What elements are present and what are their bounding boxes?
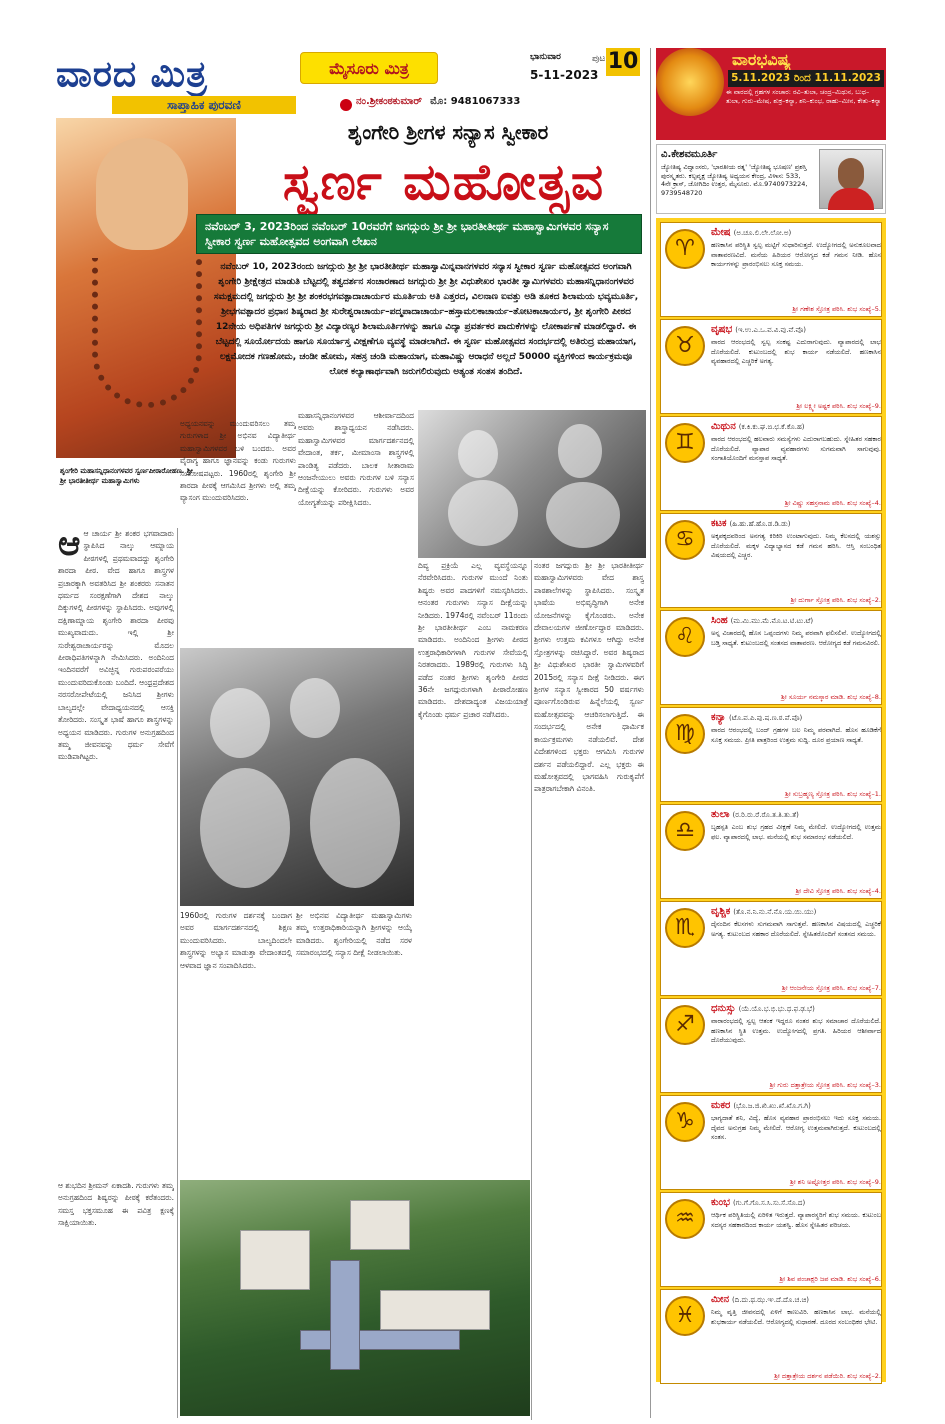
rashi-prediction: ಹಣಕಾಸಿನ ಪರಿಸ್ಥಿತಿ ಸ್ವಲ್ಪ ಮಟ್ಟಿಗೆ ಸುಧಾರಿಸುತ್ತದೆ. ಉದ್ಯೋಗದಲ್ಲಿ ಅನುಕೂಲವಾದ ವಾತಾವರಣವಿದೆ. ಮನೆಯ ಹಿರಿಯರ ಆರೋಗ್ಯದ ಕಡೆ ಗಮನ ನೀಡಿ. ಹೊಸ ಕಾರ್ಯಗಳನ್ನು ಪ್ರಾರಂಭಿಸಲು ಸೂಕ್ತ ಸಮಯ. [711, 241, 881, 269]
column-5-text: ನಂತರ ಜಗದ್ಗುರು ಶ್ರೀ ಶ್ರೀ ಭಾರತೀತೀರ್ಥ ಮಹಾಸ್ವಾಮಿಗಳವರು ವೇದ ಶಾಸ್ತ್ರ ಪಾಠಶಾಲೆಗಳನ್ನು ಸ್ಥಾಪಿಸಿದರು. ಸಂಸ್ಕೃತ ಭಾಷೆಯ ಅಭಿವೃದ್ಧಿಗಾಗಿ ಅನೇಕ ಯೋಜನೆಗಳನ್ನು ಕೈಗೊಂಡರು. ಅನೇಕ ದೇವಾಲಯಗಳ ಜೀರ್ಣೋದ್ಧಾರ ಮಾಡಿದರು. ಶ್ರೀಗಳು ಉತ್ತಮ ಕವಿಗಳೂ ಆಗಿದ್ದು ಅನೇಕ ಸ್ತೋತ್ರಗಳನ್ನು ರಚಿಸಿದ್ದಾರೆ. ಅವರ ಶಿಷ್ಯರಾದ ಶ್ರೀ ವಿಧುಶೇಖರ ಭಾರತೀ ಸ್ವಾಮಿಗಳವರಿಗೆ 2015ರಲ್ಲಿ ಸನ್ಯಾಸ ದೀಕ್ಷೆ ನೀಡಿದರು. ಈಗ ಶ್ರೀಗಳ ಸನ್ಯಾಸ ಸ್ವೀಕಾರದ 50 ವರ್ಷಗಳು ಪೂರ್ಣಗೊಂಡಿರುವ ಹಿನ್ನೆಲೆಯಲ್ಲಿ ಸ್ವರ್ಣ ಮಹೋತ್ಸವವನ್ನು ಆಚರಿಸಲಾಗುತ್ತಿದೆ. ಈ ಸಂದರ್ಭದಲ್ಲಿ ಅನೇಕ ಧಾರ್ಮಿಕ ಕಾರ್ಯಕ್ರಮಗಳು ನಡೆಯಲಿವೆ. ದೇಶ ವಿದೇಶಗಳಿಂದ ಭಕ್ತರು ಆಗಮಿಸಿ ಗುರುಗಳ ದರ್ಶನ ಪಡೆಯಲಿದ್ದಾರೆ. ಎಲ್ಲ ಭಕ್ತರು ಈ ಮಹೋತ್ಸವದಲ್ಲಿ ಭಾಗವಹಿಸಿ ಗುರುಕೃಪೆಗೆ ಪಾತ್ರರಾಗಬೇಕಾಗಿ ವಿನಂತಿ. [534, 561, 644, 794]
author-phone: 9481067333 [450, 96, 521, 107]
rashi-prediction: ವಾರಾರಂಭದಲ್ಲಿ ಸ್ವಲ್ಪ ಆತಂಕ ಇದ್ದರೂ ನಂತರ ಶುಭ ಸಮಾಚಾರ ದೊರೆಯಲಿದೆ. ಹಣಕಾಸಿನ ಸ್ಥಿತಿ ಉತ್ತಮ. ಉದ್ಯೋಗದಲ್ಲಿ ಪ್ರಗತಿ. ಹಿರಿಯರ ಆಶೀರ್ವಾದ ದೊರೆಯುವುದು. [711, 1017, 881, 1045]
rashi-remedy: ಶ್ರೀ ಸೂರ್ಯ ನಮಸ್ಕಾರ ಮಾಡಿ. ಶುಭ ಸಂಖ್ಯೆ–8. [781, 693, 881, 701]
author-bullet-icon [340, 99, 352, 111]
author-name: ನಂ.ಶ್ರೀಕಂಠಕುಮಾರ್ [356, 96, 423, 107]
rashi-remedy: ಶ್ರೀ ವಿಷ್ಣು ಸಹಸ್ರನಾಮ ಪಠಿಸಿ. ಶುಭ ಸಂಖ್ಯೆ–4. [784, 499, 881, 507]
rashi-item [660, 1192, 882, 1287]
drop-cap: ಆ [58, 528, 81, 564]
rashi-prediction: ವಾರದ ಆರಂಭದಲ್ಲಿ ಸ್ವಲ್ಪ ಸಂಕಷ್ಟ ಎದುರಾಗುವುದು. ವ್ಯಾಪಾರದಲ್ಲಿ ಲಾಭ ದೊರೆಯಲಿದೆ. ಕುಟುಂಬದಲ್ಲಿ ಶುಭ ಕಾರ್ಯ ನಡೆಯಲಿದೆ. ಹಣಕಾಸಿನ ವ್ಯವಹಾರದಲ್ಲಿ ಎಚ್ಚರಿಕೆ ಅಗತ್ಯ. [711, 338, 881, 366]
astrologer-photo [819, 149, 883, 209]
rashi-letters: (ಟೊ.ಪ.ಪಿ.ಪು.ಷ.ಣ.ಠ.ಪೆ.ಪೊ) [728, 714, 803, 722]
issue-date: 5-11-2023 [530, 68, 599, 82]
rashi-name: ತುಲಾ (ರ.ರಿ.ರು.ರೆ.ರೊ.ತ.ತಿ.ತು.ತೆ) [711, 809, 799, 820]
rashi-remedy: ಶ್ರೀ ಶಿವ ಪಂಚಾಕ್ಷರಿ ಜಪ ಮಾಡಿ. ಶುಭ ಸಂಖ್ಯೆ–6. [779, 1275, 881, 1283]
article-headline: ಸ್ವರ್ಣ ಮಹೋತ್ಸವ [282, 152, 606, 211]
column-7-text: ಶ್ರೀ ಅಭಿನವ ವಿದ್ಯಾತೀರ್ಥ ಮಹಾಸ್ವಾಮಿಗಳು ತಮ್ಮ ಉತ್ತರಾಧಿಕಾರಿಯನ್ನಾಗಿ ಶ್ರೀಗಳನ್ನು ಆಯ್ಕೆ ಮಾಡಿದರು. ಶೃಂಗೇರಿಯಲ್ಲಿ ನಡೆದ ಸರಳ ಸಮಾರಂಭದಲ್ಲಿ ಸನ್ಯಾಸ ದೀಕ್ಷೆ ನೀಡಲಾಯಿತು. [296, 911, 412, 958]
section-rule [650, 48, 651, 1418]
photo-swamijis-seated [180, 648, 414, 906]
rashi-name: ಕನ್ಯಾ (ಟೊ.ಪ.ಪಿ.ಪು.ಷ.ಣ.ಠ.ಪೆ.ಪೊ) [711, 712, 803, 723]
rashi-name: ಮಕರ (ಭೊ.ಜ.ಜಿ.ಖಿ.ಖು.ಖೆ.ಖೊ.ಗ.ಗಿ) [711, 1100, 811, 1111]
rashi-item [660, 901, 882, 996]
rashi-letters: (ಗು.ಗೆ.ಗೊ.ಸ.ಸಿ.ಸು.ಸೆ.ಸೊ.ದ) [732, 1199, 806, 1207]
masthead-subtitle: ಸಾಪ್ತಾಹಿಕ ಪುರವಣಿ [112, 96, 296, 114]
zodiac-wheel-icon [656, 48, 724, 116]
rashi-remedy: ಶ್ರೀ ದೇವಿ ಸ್ತೋತ್ರ ಪಠಿಸಿ. ಶುಭ ಸಂಖ್ಯೆ–4. [795, 887, 881, 895]
hero-photo-swamiji [56, 118, 236, 458]
rashi-name: ಮೇಷ (ಅ.ಚೂ.ಲಿ.ಲೇ.ಲೋ.ಅ) [711, 227, 792, 238]
rashi-prediction: ನಿಮ್ಮ ವೃತ್ತಿ ಜೀವನದಲ್ಲಿ ಏಳಿಗೆ ಕಾಣುವಿರಿ. ಹಣಕಾಸಿನ ಲಾಭ. ಮನೆಯಲ್ಲಿ ಶುಭಕಾರ್ಯ ನಡೆಯಲಿದೆ. ಆರೋಗ್ಯದಲ್ಲಿ ಸುಧಾರಣೆ. ದೂರದ ಸಂಬಂಧಿಕರ ಭೇಟಿ. [711, 1308, 881, 1326]
horoscope-title: ವಾರಭವಿಷ್ಯ [732, 50, 791, 69]
rashi-item [660, 1095, 882, 1190]
rashi-letters: (ತೊ.ನ.ನಿ.ನು.ನೆ.ನೊ.ಯ.ಯಿ.ಯು) [733, 908, 817, 916]
rashi-prediction: ಭಾಗ್ಯದಾತೆ ಶನಿ, ವಿದ್ಯೆ, ಹೊಸ ವ್ಯವಹಾರ ಪ್ರಾರಂಭಿಸಲು ಇದು ಸೂಕ್ತ ಸಮಯ. ದೈವದ ಅನುಗ್ರಹ ನಿಮ್ಮ ಮೇಲಿದೆ. ಆರೋಗ್ಯ ಉತ್ತಮವಾಗಿರುತ್ತದೆ. ಕುಟುಂಬದಲ್ಲಿ ಸಂತಸ. [711, 1114, 881, 1142]
photo-blessing-ceremony [418, 410, 646, 558]
rashi-item [660, 610, 882, 705]
column-2-text: ಅಧ್ಯಯನವನ್ನು ಮುಂದುವರಿಸಲು ತಮ್ಮ ಗುರುಗಳಾದ ಶ್ರೀ ಅಭಿನವ ವಿದ್ಯಾತೀರ್ಥ ಮಹಾಸ್ವಾಮಿಗಳವರ ಬಳಿ ಬಂದರು. ಅವರ ವೈರಾಗ್ಯ ಹಾಗೂ ಜ್ಞಾನವನ್ನು ಕಂಡು ಗುರುಗಳು ಸಂತೋಷಪಟ್ಟರು. 1960ರಲ್ಲಿ ಶೃಂಗೇರಿ ಶ್ರೀ ಶಾರದಾ ಪೀಠಕ್ಕೆ ಆಗಮಿಸಿದ ಶ್ರೀಗಳು ಅಲ್ಲಿ ತಮ್ಮ ವ್ಯಾಸಂಗ ಮುಂದುವರಿಸಿದರು. [180, 419, 296, 503]
article-column-3 [298, 410, 414, 640]
rashi-prediction: ದೈನಂದಿನ ಕೆಲಸಗಳು ಸುಗಮವಾಗಿ ಸಾಗುತ್ತವೆ. ಹಣಕಾಸಿನ ವಿಷಯದಲ್ಲಿ ಎಚ್ಚರಿಕೆ ಅಗತ್ಯ. ಕುಟುಂಬದ ಸಹಕಾರ ದೊರೆಯಲಿದೆ. ಸ್ನೇಹಿತರೊಂದಿಗೆ ಸಂತಸದ ಸಮಯ. [711, 920, 881, 938]
photo-hill-aerial-view [180, 1180, 530, 1416]
zodiac-sign-icon: ♋ [665, 520, 705, 560]
issue-day: ಭಾನುವಾರ [530, 52, 561, 62]
zodiac-sign-icon: ♑ [665, 1102, 705, 1142]
rashi-name: ಕಟಕ (ಹಿ.ಹು.ಹೆ.ಹೊ.ಡ.ಡಿ.ಡು) [711, 518, 791, 529]
rashi-letters: (ದಿ.ದು.ಥ.ಝ.ಞ.ದೆ.ದೊ.ಚ.ಚಿ) [732, 1296, 809, 1304]
column-1-text: ಆ ಚಾರ್ಯ ಶ್ರೀ ಶಂಕರ ಭಗವಾದಾರು ಸ್ಥಾಪಿಸಿದ ನಾಲ್ಕು ಆಮ್ನಾಯ ಪೀಠಗಳಲ್ಲಿ ಪ್ರಥಮವಾದದ್ದು ಶೃಂಗೇರಿ ಶಾರದಾ ಪೀಠ. ವೇದ ಹಾಗೂ ಶಾಸ್ತ್ರಗಳ ಪ್ರಚಾರಕ್ಕಾಗಿ ಅವತರಿಸಿದ ಶ್ರೀ ಶಂಕರರು ಸನಾತನ ಧರ್ಮದ ಸಂರಕ್ಷಣೆಗಾಗಿ ದೇಶದ ನಾಲ್ಕು ದಿಕ್ಕುಗಳಲ್ಲಿ ಪೀಠಗಳನ್ನು ಸ್ಥಾಪಿಸಿದರು. ಅವುಗಳಲ್ಲಿ ದಕ್ಷಿಣಾಮ್ನಾಯ ಶೃಂಗೇರಿ ಶಾರದಾ ಪೀಠವು ಮುಖ್ಯವಾದುದು. ಇಲ್ಲಿ ಶ್ರೀ ಸುರೇಶ್ವರಾಚಾರ್ಯರನ್ನು ಮೊದಲ ಪೀಠಾಧಿಪತಿಗಳನ್ನಾಗಿ ನೇಮಿಸಿದರು. ಅಂದಿನಿಂದ ಇಂದಿನವರೆಗೆ ಅವಿಚ್ಛಿನ್ನ ಗುರುಪರಂಪರೆಯು ಮುಂದುವರಿದುಕೊಂಡು ಬಂದಿದೆ. ಆಂಧ್ರಪ್ರದೇಶದ ನರಸರೋಪೇಟೆಯಲ್ಲಿ ಜನಿಸಿದ ಶ್ರೀಗಳು ಬಾಲ್ಯದಲ್ಲೇ ವೇದಾಧ್ಯಯನದಲ್ಲಿ ಆಸಕ್ತಿ ತೋರಿದರು. ಸಂಸ್ಕೃತ ಭಾಷೆ ಹಾಗೂ ಶಾಸ್ತ್ರಗಳನ್ನು ಅಧ್ಯಯನ ಮಾಡಿದರು. ಗುರುಗಳ ಅನುಗ್ರಹದಿಂದ ತಮ್ಮ ಜೀವನವನ್ನು ಧರ್ಮ ಸೇವೆಗೆ ಮುಡಿಪಾಗಿಟ್ಟರು. [58, 529, 174, 762]
rashi-remedy: ಶ್ರೀ ಆಂಜನೇಯ ಸ್ತೋತ್ರ ಪಠಿಸಿ. ಶುಭ ಸಂಖ್ಯೆ–7. [781, 984, 881, 992]
rashi-item [660, 998, 882, 1093]
rashi-letters: (ಕ.ಕಿ.ಕು.ಘ.ಙ.ಛ.ಕೆ.ಕೊ.ಹ) [738, 423, 805, 431]
horoscope-header [656, 48, 886, 140]
rashi-letters: (ಇ.ಉ.ಎ.ಒ.ವ.ವಿ.ವು.ವೆ.ವೊ) [735, 326, 807, 334]
hero-rudraksha-beads [92, 258, 202, 408]
page-label: ಪುಟ [592, 54, 606, 64]
article-lede: ನವೆಂಬರ್ 10, 2023ರಂದು ಜಗದ್ಗುರು ಶ್ರೀ ಶ್ರೀ ಭಾರತೀತೀರ್ಥ ಮಹಾಸ್ವಾಮಿನ್ನವಾನಗಳವರ ಸನ್ಯಾಸ ಸ್ವೀಕಾರ ಸ್ವರ್ಣ ಮಹೋತ್ಸವದ ಅಂಗವಾಗಿ ಶೃಂಗೇರಿ ಶ್ರೀಕ್ಷೇತ್ರದ ಮಾಡುತಿ ಬೆಟ್ಟದಲ್ಲಿ ತತ್ವದರ್ಶನ ಸಂಚಾರಣಾದ ಜಗದ್ಗುರು ಶ್ರೀ ಶ್ರೀ ವಿಧುಶೇಖರ ಭಾರತೀ ಸ್ವಾಮಿಗಳವರು ಮಹಾಸನ್ನಿಧಾನಂಗಳವರ ಸಮಕ್ಷಮದಲ್ಲಿ ಜಗದ್ಗುರು ಶ್ರೀ ಶ್ರೀ ಶಂಕರಭಗವತ್ಪಾದಾಚಾರ್ಯರ ಮೂರ್ತಿಯ ಅತಿ ಎತ್ತರದ, ವಿಲನಾಣ ಐವತ್ತು ಅಡಿ ತೂಕದ ಶಿಲಾಮಯ ಭವ್ಯಮೂರ್ತಿ, ಶ್ರೀಭಗವತ್ಪಾದರ ಪ್ರಧಾನ ಶಿಷ್ಯರಾದ ಶ್ರೀ ಸುರೇಶ್ವರಾಚಾರ್ಯ–ಪದ್ಮಪಾದಾಚಾರ್ಯ–ಹಸ್ತಾಮಲಕಾಚಾರ್ಯ–ತೋಟಕಾಚಾರ್ಯರ, ಶ್ರೀ ಶೃಂಗೇರಿ ಪೀಠದ 12ನೇಯ ಅಧಿಪತಿಗಳ ಜಗದ್ಗುರು ಶ್ರೀ ವಿದ್ಯಾರಣ್ಯರ ಶಿಲಾಮೂರ್ತಿಗಳನ್ನು ಹಾಗೂ ವಿದ್ಯಾ ಪ್ರವರ್ತಕರ ಪಾದುಕೆಗಳನ್ನು ಲೋಕಾರ್ಪಣೆ ಮಾಡಲಿದ್ದಾರೆ. ಈ ಬೆಟ್ಟದಲ್ಲಿ ಸೂರ್ಯೋದಯ ಹಾಗೂ ಸೂರ್ಯಾಸ್ತ ವೀಕ್ಷಣೆಗೂ ವ್ಯವಸ್ಥೆ ಮಾಡಲಾಗಿದೆ. ಈ ಸ್ವರ್ಣ ಮಹೋತ್ಸವದ ಸಂದರ್ಭದಲ್ಲಿ ಅತಿರುದ್ರ ಮಹಾಯಾಗ, ಲಕ್ಷಮೋದಕ ಗಣಹೋಮ, ಚಂಡೀ ಹೋಮ, ಸಹಸ್ರ ಚಂಡಿ ಮಹಾಯಾಗ, ಮಹಾವಿಷ್ಣು ಆರಾಧನೆ ಅಲ್ಲದೆ 50000 ವ್ಯಕ್ತಿಗಳಿಂದ ಕಾರ್ಯಕ್ರಮವೂ ಲೋಕ ಕಲ್ಯಾಣಾರ್ಥವಾಗಿ ಜರುಗಲಿರುವುದು ಅತ್ಯಂತ ಸಂತಸ ತಂದಿದೆ. [213, 262, 639, 377]
rashi-letters: (ಯೆ.ಯೊ.ಭ.ಭಿ.ಭು.ಧ.ಫ.ಢ.ಭೆ) [738, 1005, 815, 1013]
zodiac-sign-icon: ♎ [665, 811, 705, 851]
zodiac-sign-icon: ♍ [665, 714, 705, 754]
zodiac-sign-icon: ♐ [665, 1005, 705, 1045]
rashi-list [656, 218, 886, 1382]
rashi-prediction: ವಾರದ ಆರಂಭದಲ್ಲಿ ಹಲವಾರು ಸಮಸ್ಯೆಗಳು ಎದುರಾಗಬಹುದು. ಸ್ನೇಹಿತರ ಸಹಕಾರ ದೊರೆಯಲಿದೆ. ವ್ಯಾಪಾರ ವ್ಯವಹಾರಗಳು ಸುಗಮವಾಗಿ ಸಾಗುವುವು. ಸಂಗಾತಿಯೊಂದಿಗೆ ಮನಸ್ತಾಪ ಸಾಧ್ಯತೆ. [711, 435, 881, 463]
rashi-item [660, 1289, 882, 1384]
publication-logo: ಮೈಸೂರು ಮಿತ್ರ [300, 52, 438, 84]
rashi-name: ವೃಶ್ಚಿಕ (ತೊ.ನ.ನಿ.ನು.ನೆ.ನೊ.ಯ.ಯಿ.ಯು) [711, 906, 817, 917]
rashi-letters: (ಅ.ಚೂ.ಲಿ.ಲೇ.ಲೋ.ಅ) [733, 229, 792, 237]
column-4-text: ದಿವ್ಯ ಪ್ರಕ್ರಿಯೆ ಎಲ್ಲ ವ್ಯವಸ್ಥೆಯನ್ನೂ ನೆರವೇರಿಸಿದರು. ಗುರುಗಳ ಮುಂದೆ ನಿಂತು ಶಿಷ್ಯರು ಅವರ ಪಾದಗಳಿಗೆ ನಮಸ್ಕರಿಸಿದರು. ಆನಂತರ ಗುರುಗಳು ಸನ್ಯಾಸ ದೀಕ್ಷೆಯನ್ನು ನೀಡಿದರು. 1974ರಲ್ಲಿ ನವೆಂಬರ್ 11ರಂದು ಶ್ರೀ ಭಾರತೀತೀರ್ಥ ಎಂಬ ನಾಮಕರಣ ಮಾಡಿದರು. ಅಂದಿನಿಂದ ಶ್ರೀಗಳು ಪೀಠದ ಉತ್ತರಾಧಿಕಾರಿಗಳಾಗಿ ಗುರುಗಳ ಸೇವೆಯಲ್ಲಿ ನಿರತರಾದರು. 1989ರಲ್ಲಿ ಗುರುಗಳು ಸಿದ್ಧಿ ಪಡೆದ ನಂತರ ಶ್ರೀಗಳು ಶೃಂಗೇರಿ ಪೀಠದ 36ನೇ ಜಗದ್ಗುರುಗಳಾಗಿ ಪೀಠಾರೋಹಣ ಮಾಡಿದರು. ದೇಶದಾದ್ಯಂತ ವಿಜಯಯಾತ್ರೆ ಕೈಗೊಂಡು ಧರ್ಮ ಪ್ರಚಾರ ನಡೆಸಿದರು. [418, 561, 528, 719]
hero-face [96, 138, 188, 250]
rashi-name: ವೃಷಭ (ಇ.ಉ.ಎ.ಒ.ವ.ವಿ.ವು.ವೆ.ವೊ) [711, 324, 807, 335]
rashi-item [660, 513, 882, 608]
masthead-title: ವಾರದ ಮಿತ್ರ [56, 53, 208, 95]
column-rule [177, 528, 178, 1418]
author-phone-label: ಮೊ: [430, 96, 448, 107]
column-8-text: ಆ ಶುಭದಿನ ಶ್ರೀಮನ್ ಏಕಾದಶಿ. ಗುರುಗಳು ತಮ್ಮ ಅನುಗ್ರಹದಿಂದ ಶಿಷ್ಯರನ್ನು ಪೀಠಕ್ಕೆ ಕರೆತಂದರು. ಸಮಸ್ತ ಭಕ್ತಸಮೂಹ ಈ ಪವಿತ್ರ ಕ್ಷಣಕ್ಕೆ ಸಾಕ್ಷಿಯಾಯಿತು. [58, 1181, 174, 1228]
article-column-7 [296, 910, 412, 1176]
column-6-text: 1960ರಲ್ಲಿ ಗುರುಗಳ ದರ್ಶನಕ್ಕೆ ಬಂದಾಗ ಅವರ ಮಾರ್ಗದರ್ಶನದಲ್ಲಿ ಶಿಕ್ಷಣ ಮುಂದುವರಿಸಿದರು. ಬಾಲ್ಯದಿಂದಲೇ ಶಾಸ್ತ್ರಗಳನ್ನು ಅಭ್ಯಾಸ ಮಾಡುತ್ತಾ ವೇದಾಂತದಲ್ಲಿ ಆಳವಾದ ಜ್ಞಾನ ಸಂಪಾದಿಸಿದರು. [180, 911, 292, 970]
astrologer-box [656, 144, 886, 214]
rashi-name: ಮಿಥುನ (ಕ.ಕಿ.ಕು.ಘ.ಙ.ಛ.ಕೆ.ಕೊ.ಹ) [711, 421, 805, 432]
rashi-item [660, 804, 882, 899]
rashi-name: ಕುಂಭ (ಗು.ಗೆ.ಗೊ.ಸ.ಸಿ.ಸು.ಸೆ.ಸೊ.ದ) [711, 1197, 806, 1208]
rashi-letters: (ರ.ರಿ.ರು.ರೆ.ರೊ.ತ.ತಿ.ತು.ತೆ) [732, 811, 799, 819]
article-column-1 [58, 528, 174, 1168]
author-byline [300, 96, 640, 116]
rashi-name: ಸಿಂಹ (ಮ.ಮಿ.ಮು.ಮೆ.ಮೊ.ಟ.ಟಿ.ಟು.ಟೆ) [711, 615, 814, 626]
article-column-2 [180, 418, 296, 644]
article-summary-box: ನವೆಂಬರ್ 3, 2023ರಿಂದ ನವೆಂಬರ್ 10ರವರೆಗೆ ಜಗದ್ಗುರು ಶ್ರೀ ಶ್ರೀ ಭಾರತೀತೀರ್ಥ ಮಹಾಸ್ವಾಮಿಗಳವರ ಸನ್ಯಾಸ ಸ್ವೀಕಾರ ಸ್ವರ್ಣ ಮಹೋತ್ಸವದ ಅಂಗವಾಗಿ ಲೇಖನ [196, 214, 642, 254]
rashi-name: ಮೀನ (ದಿ.ದು.ಥ.ಝ.ಞ.ದೆ.ದೊ.ಚ.ಚಿ) [711, 1294, 809, 1305]
article-column-5 [534, 560, 644, 1420]
rashi-letters: (ಭೊ.ಜ.ಜಿ.ಖಿ.ಖು.ಖೆ.ಖೊ.ಗ.ಗಿ) [733, 1102, 811, 1110]
rashi-prediction: ಅನ್ನ ವಿಚಾರದಲ್ಲಿ ಹೊಸ ಒಪ್ಪಂದಗಳು ನಿಮ್ಮ ಪರವಾಗಿ ಫಲಿಸಲಿವೆ. ಉದ್ಯೋಗದಲ್ಲಿ ಬಡ್ತಿ ಸಾಧ್ಯತೆ. ಕುಟುಂಬದಲ್ಲಿ ಸಂತಸದ ವಾತಾವರಣ. ಆರೋಗ್ಯದ ಕಡೆ ಗಮನವಿರಲಿ. [711, 629, 881, 647]
horoscope-date-range: 5.11.2023 ರಿಂದ 11.11.2023 [728, 70, 884, 87]
zodiac-sign-icon: ♊ [665, 423, 705, 463]
page-number: 10 [607, 49, 639, 74]
rashi-letters: (ಹಿ.ಹು.ಹೆ.ಹೊ.ಡ.ಡಿ.ಡು) [729, 520, 791, 528]
column-rule [531, 560, 532, 1420]
zodiac-sign-icon: ♏ [665, 908, 705, 948]
rashi-prediction: ವಾರದ ಆರಂಭದಲ್ಲಿ ಬಂದ್ ಗ್ರಹಗಳ ಬಲ ನಿಮ್ಮ ಪರವಾಗಿದೆ. ಹೊಸ ಹೂಡಿಕೆಗೆ ಸೂಕ್ತ ಸಮಯ. ಪ್ರೀತಿ ಪಾತ್ರರಿಂದ ಉತ್ತಮ ಸುದ್ದಿ. ದೂರ ಪ್ರಯಾಣ ಸಾಧ್ಯತೆ. [711, 726, 881, 744]
rashi-remedy: ಶ್ರೀ ಗುರು ದತ್ತಾತ್ರೇಯ ಸ್ತೋತ್ರ ಪಠಿಸಿ. ಶುಭ ಸಂಖ್ಯೆ–3. [769, 1081, 881, 1089]
zodiac-sign-icon: ♓ [665, 1296, 705, 1336]
rashi-prediction: ಆರ್ಥಿಕ ಪರಿಸ್ಥಿತಿಯಲ್ಲಿ ಏರಿಳಿತ ಇರುತ್ತದೆ. ವ್ಯಾಪಾರಸ್ಥರಿಗೆ ಶುಭ ಸಮಯ. ಕುಟುಂಬ ಸದಸ್ಯರ ಸಹಕಾರದಿಂದ ಕಾರ್ಯ ಯಶಸ್ವಿ. ಹೊಸ ಸ್ನೇಹಿತರ ಪರಿಚಯ. [711, 1211, 881, 1229]
article-column-6 [180, 910, 292, 1176]
article-column-4 [418, 560, 528, 1184]
rashi-item [660, 319, 882, 414]
issue-info [530, 48, 640, 96]
rashi-letters: (ಮ.ಮಿ.ಮು.ಮೆ.ಮೊ.ಟ.ಟಿ.ಟು.ಟೆ) [730, 617, 814, 625]
rashi-item [660, 416, 882, 511]
rashi-prediction: ಬೃಹಸ್ಪತಿ ಎಂಬ ಶುಭ ಗ್ರಹದ ವೀಕ್ಷಣೆ ನಿಮ್ಮ ಮೇಲಿದೆ. ಉದ್ಯೋಗದಲ್ಲಿ ಉತ್ತಮ ಫಲ. ವ್ಯಾಪಾರದಲ್ಲಿ ಲಾಭ. ಮನೆಯಲ್ಲಿ ಶುಭ ಸಮಾರಂಭ ನಡೆಯಲಿದೆ. [711, 823, 881, 841]
rashi-prediction: ಅಕ್ಕಪಕ್ಕದವರಿಂದ ಅನಗತ್ಯ ಕಿರಿಕಿರಿ ಉಂಟಾಗುವುದು. ನಿಮ್ಮ ಕೆಲಸದಲ್ಲಿ ಯಶಸ್ಸು ದೊರೆಯಲಿದೆ. ಮಕ್ಕಳ ವಿದ್ಯಾಭ್ಯಾಸದ ಕಡೆ ಗಮನ ಹರಿಸಿ. ಆಸ್ತಿ ಸಂಬಂಧಿತ ವಿಷಯದಲ್ಲಿ ಎಚ್ಚರ. [711, 532, 881, 560]
article-column-8 [58, 1180, 174, 1420]
column-3-text: ಮಹಾಸನ್ನಿಧಾನಂಗಳವರ ಆಶೀರ್ವಾದದಿಂದ ಅವರು ಶಾಸ್ತ್ರಾಧ್ಯಯನ ನಡೆಸಿದರು. ಮಹಾಸ್ವಾಮಿಗಳವರ ಮಾರ್ಗದರ್ಶನದಲ್ಲಿ ವೇದಾಂತ, ತರ್ಕ, ಮೀಮಾಂಸಾ ಶಾಸ್ತ್ರಗಳಲ್ಲಿ ಪಾಂಡಿತ್ಯ ಪಡೆದರು. ಬಾಲಕ ಸೀತಾರಾಮ ಆಂಜನೇಯುಲು ಅವರು ಗುರುಗಳ ಬಳಿ ಸನ್ಯಾಸ ದೀಕ್ಷೆಯನ್ನು ಕೋರಿದರು. ಗುರುಗಳು ಅವರ ಯೋಗ್ಯತೆಯನ್ನು ಪರೀಕ್ಷಿಸಿದರು. [298, 411, 414, 507]
rashi-remedy: ಶ್ರೀ ದುರ್ಗಾ ಸ್ತೋತ್ರ ಪಠಿಸಿ. ಶುಭ ಸಂಖ್ಯೆ–2. [790, 596, 881, 604]
rashi-item [660, 222, 882, 317]
article-kicker: ಶೃಂಗೇರಿ ಶ್ರೀಗಳ ಸನ್ಯಾಸ ಸ್ವೀಕಾರ [347, 120, 549, 144]
zodiac-sign-icon: ♈ [665, 229, 705, 269]
zodiac-sign-icon: ♉ [665, 326, 705, 366]
rashi-remedy: ಶ್ರೀ ಗಣೇಶ ಸ್ತೋತ್ರ ಪಠಿಸಿ. ಶುಭ ಸಂಖ್ಯೆ–5. [792, 305, 881, 313]
zodiac-sign-icon: ♌ [665, 617, 705, 657]
rashi-item [660, 707, 882, 802]
masthead [56, 48, 296, 112]
planet-transit-note: ಈ ವಾರದಲ್ಲಿ ಗ್ರಹಗಳ ಸಂಚಾರ: ರವಿ–ತುಲಾ, ಚಂದ್ರ–ಮಿಥುನ, ಬುಧ–ತುಲಾ, ಗುರು–ಮೇಷ, ಶುಕ್ರ–ಕನ್ಯಾ, ಶನಿ–ಕುಂಭ, ರಾಹು–ಮೀನ, ಕೇತು–ಕನ್ಯಾ [726, 88, 882, 105]
hero-caption: ಶೃಂಗೇರಿ ಮಹಾಸನ್ನಿಧಾನಂಗಳವರ ಸ್ವರ್ಣಪೀಠಾರೋಹಣ. ಶ್ರೀ ಶ್ರೀ ಭಾರತೀತೀರ್ಥ ಮಹಾಸ್ವಾಮಿಗಳು [60, 467, 193, 485]
zodiac-sign-icon: ♒ [665, 1199, 705, 1239]
rashi-remedy: ಶ್ರೀ ಲಕ್ಷ್ಮೀ ಅಷ್ಟಕ ಪಠಿಸಿ. ಶುಭ ಸಂಖ್ಯೆ–9. [796, 402, 881, 410]
rashi-remedy: ಶ್ರೀ ದತ್ತಾತ್ರೇಯ ದರ್ಶನ ಪಡೆಯಿರಿ. ಶುಭ ಸಂಖ್ಯೆ–2. [774, 1372, 881, 1380]
astrologer-info: ಜ್ಯೋತಿಷ್ಯ ವಿದ್ವಾಂಸರು, 'ಭಾರತೀಯ ರತ್ನ' 'ಜ್ಯೋತಿಷ್ಯ ಭೂಷಣ' ಪ್ರಶಸ್ತಿ ಪುರಸ್ಕೃತರು. ಕಲ್ಪವೃಕ್ಷ ಜ್ಯೋತಿಷ್ಯ ಅಧ್ಯಯನ ಕೇಂದ್ರ, ವಿಳಾಸ: 533, 4ನೇ ಕ್ರಾಸ್, ಜೋಗಿದಿಂ ಉತ್ತರ, ಮೈಸೂರು. ಮೊ.9740973224, 9739548720 [661, 163, 808, 197]
rashi-name: ಧನುಸ್ಸು (ಯೆ.ಯೊ.ಭ.ಭಿ.ಭು.ಧ.ಫ.ಢ.ಭೆ) [711, 1003, 815, 1014]
rashi-remedy: ಶ್ರೀ ಶನಿ ಅಷ್ಟೋತ್ತರ ಪಠಿಸಿ. ಶುಭ ಸಂಖ್ಯೆ–9. [790, 1178, 881, 1186]
rashi-remedy: ಶ್ರೀ ಸುಬ್ರಹ್ಮಣ್ಯ ಸ್ತೋತ್ರ ಪಠಿಸಿ. ಶುಭ ಸಂಖ್ಯೆ–1. [784, 790, 881, 798]
astrologer-name: ವಿ.ಕೇಶವಮೂರ್ತಿ [661, 149, 718, 160]
